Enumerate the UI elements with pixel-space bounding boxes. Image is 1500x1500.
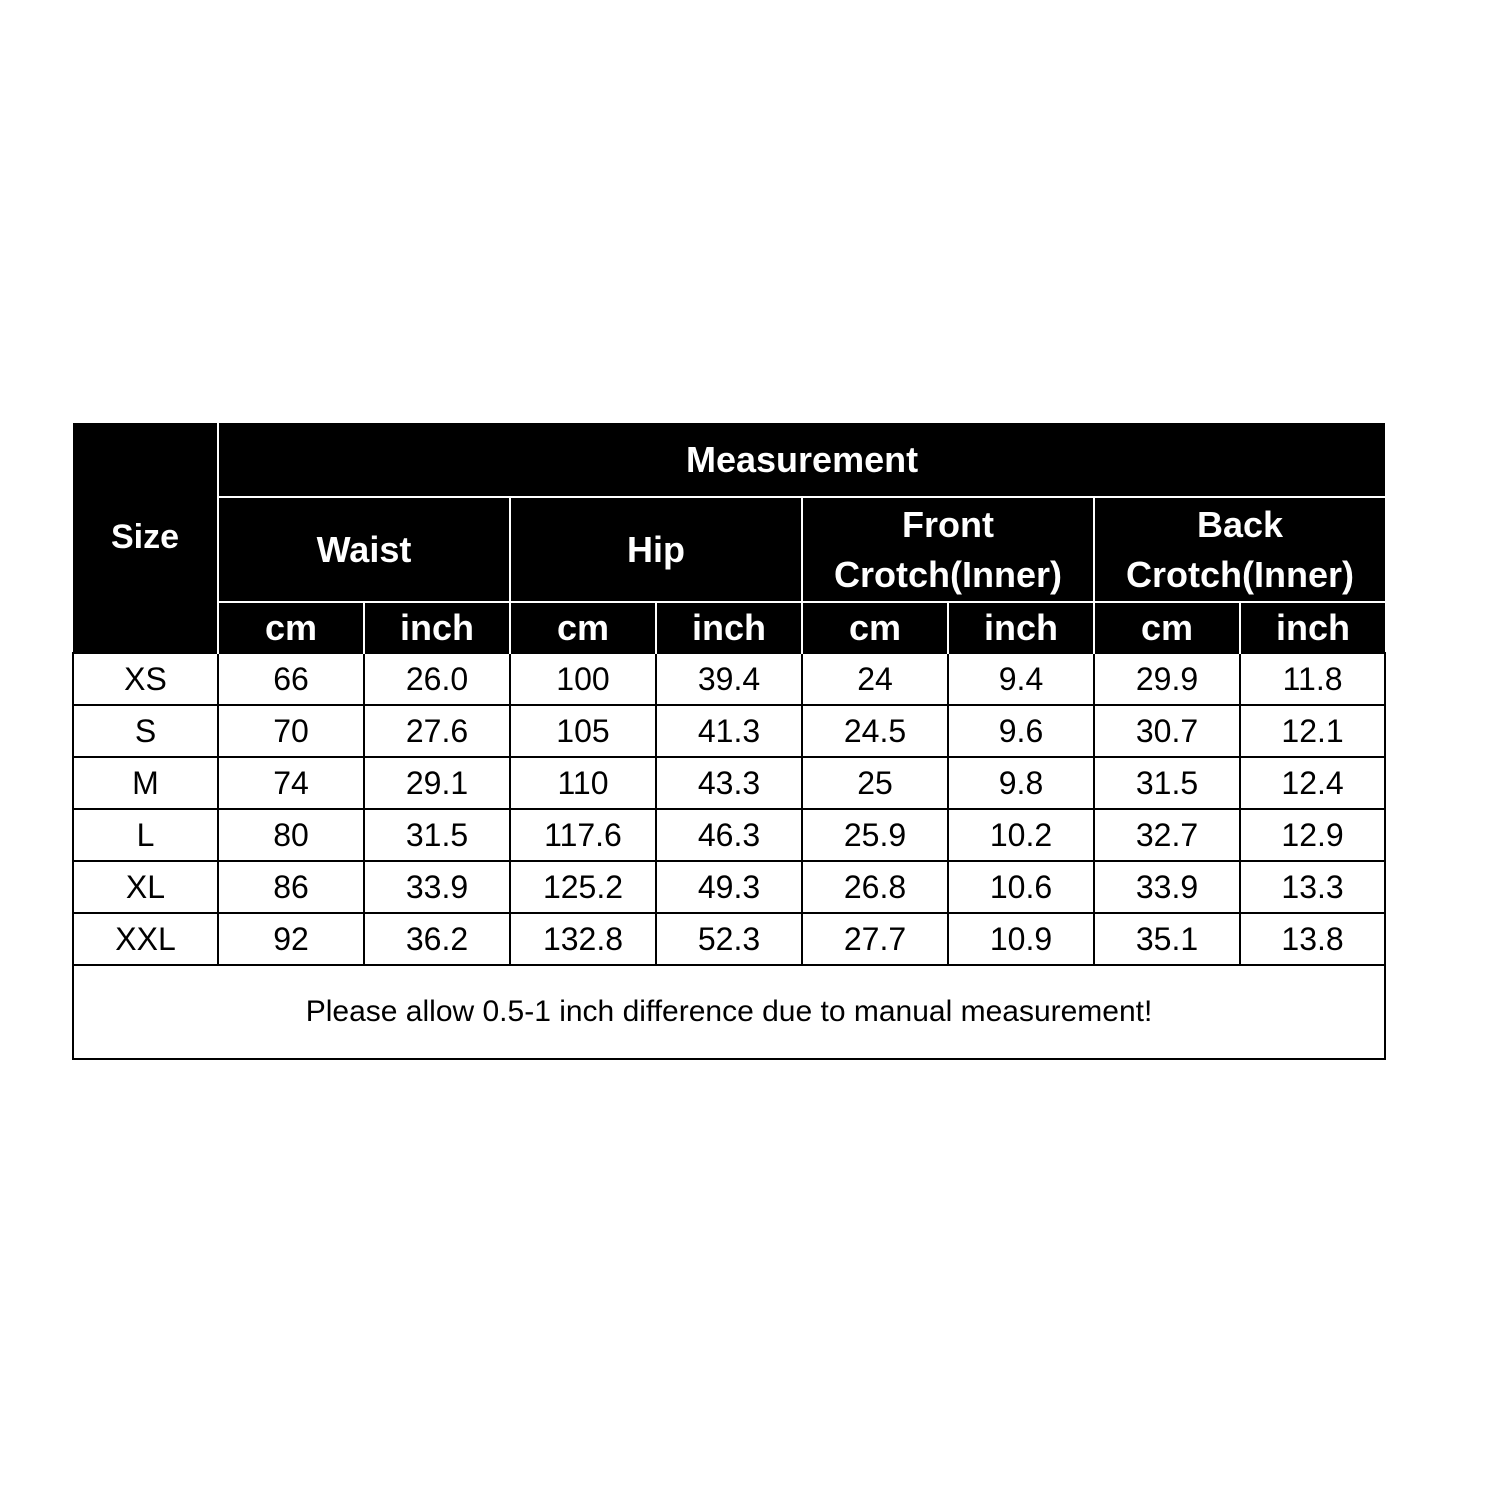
value-cell: 100: [510, 653, 656, 705]
value-cell: 24: [802, 653, 948, 705]
value-cell: 74: [218, 757, 364, 809]
size-cell: XXL: [73, 913, 218, 965]
value-cell: 25: [802, 757, 948, 809]
value-cell: 12.4: [1240, 757, 1385, 809]
size-header: Size: [73, 423, 218, 653]
group-header-line: Hip: [627, 528, 685, 570]
value-cell: 86: [218, 861, 364, 913]
table-row: [73, 809, 1385, 861]
unit-header: cm: [218, 602, 364, 653]
table-row: [73, 913, 1385, 965]
value-cell: 125.2: [510, 861, 656, 913]
value-cell: 12.9: [1240, 809, 1385, 861]
measurement-note: Please allow 0.5-1 inch difference due to manual measurement!: [73, 965, 1385, 1059]
value-cell: 9.6: [948, 705, 1094, 757]
value-cell: 30.7: [1094, 705, 1240, 757]
unit-header: cm: [510, 602, 656, 653]
value-cell: 52.3: [656, 913, 802, 965]
group-header-line: Crotch(Inner): [834, 553, 1062, 595]
value-cell: 9.8: [948, 757, 1094, 809]
group-header-back-crotch: [1094, 497, 1385, 602]
value-cell: 80: [218, 809, 364, 861]
group-header-line: Back: [1197, 503, 1284, 545]
value-cell: 117.6: [510, 809, 656, 861]
group-header-line: Front: [902, 503, 994, 545]
value-cell: 24.5: [802, 705, 948, 757]
group-header-hip: [510, 497, 802, 602]
unit-header: cm: [1094, 602, 1240, 653]
value-cell: 132.8: [510, 913, 656, 965]
value-cell: 36.2: [364, 913, 510, 965]
value-cell: 39.4: [656, 653, 802, 705]
value-cell: 49.3: [656, 861, 802, 913]
value-cell: 9.4: [948, 653, 1094, 705]
size-rows: [73, 653, 1385, 965]
value-cell: 29.9: [1094, 653, 1240, 705]
group-header-line: Waist: [316, 528, 412, 570]
table-row: [73, 705, 1385, 757]
value-cell: 27.7: [802, 913, 948, 965]
value-cell: 26.0: [364, 653, 510, 705]
unit-header: inch: [1240, 602, 1385, 653]
value-cell: 10.6: [948, 861, 1094, 913]
value-cell: 10.2: [948, 809, 1094, 861]
value-cell: 25.9: [802, 809, 948, 861]
value-cell: 92: [218, 913, 364, 965]
value-cell: 43.3: [656, 757, 802, 809]
value-cell: 31.5: [364, 809, 510, 861]
value-cell: 12.1: [1240, 705, 1385, 757]
table-row: [73, 653, 1385, 705]
value-cell: 35.1: [1094, 913, 1240, 965]
size-chart-table: [72, 423, 1386, 1060]
size-cell: S: [73, 705, 218, 757]
unit-header: inch: [948, 602, 1094, 653]
size-cell: M: [73, 757, 218, 809]
value-cell: 70: [218, 705, 364, 757]
value-cell: 11.8: [1240, 653, 1385, 705]
value-cell: 110: [510, 757, 656, 809]
value-cell: 66: [218, 653, 364, 705]
table-row: [73, 757, 1385, 809]
value-cell: 32.7: [1094, 809, 1240, 861]
value-cell: 105: [510, 705, 656, 757]
unit-header: inch: [656, 602, 802, 653]
group-header-line: Crotch(Inner): [1126, 553, 1355, 595]
group-header-waist: [218, 497, 510, 602]
table-row: [73, 861, 1385, 913]
value-cell: 29.1: [364, 757, 510, 809]
size-cell: XL: [73, 861, 218, 913]
value-cell: 10.9: [948, 913, 1094, 965]
value-cell: 13.3: [1240, 861, 1385, 913]
value-cell: 33.9: [1094, 861, 1240, 913]
size-cell: L: [73, 809, 218, 861]
measurement-header: Measurement: [218, 423, 1385, 497]
group-header-front-crotch: [802, 497, 1094, 602]
value-cell: 31.5: [1094, 757, 1240, 809]
value-cell: 41.3: [656, 705, 802, 757]
unit-header: inch: [364, 602, 510, 653]
value-cell: 46.3: [656, 809, 802, 861]
value-cell: 33.9: [364, 861, 510, 913]
unit-header: cm: [802, 602, 948, 653]
value-cell: 26.8: [802, 861, 948, 913]
value-cell: 13.8: [1240, 913, 1385, 965]
size-cell: XS: [73, 653, 218, 705]
value-cell: 27.6: [364, 705, 510, 757]
